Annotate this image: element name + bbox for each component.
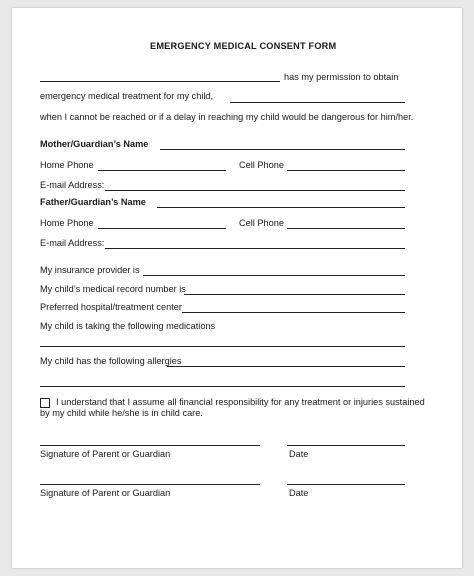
home-phone-field-1[interactable] (98, 170, 226, 171)
permission-text: has my permission to obtain (284, 72, 399, 82)
date-label-1: Date (289, 449, 309, 459)
child-name-field[interactable] (230, 102, 405, 103)
medications-label: My child is taking the following medications (40, 321, 216, 331)
cell-phone-label-1: Cell Phone (239, 160, 284, 170)
email-field-2[interactable] (105, 248, 405, 249)
allergies-field-1[interactable] (167, 366, 405, 367)
form-page (12, 8, 462, 568)
home-phone-field-2[interactable] (98, 228, 226, 229)
medical-record-field[interactable] (184, 294, 405, 295)
home-phone-label-1: Home Phone (40, 160, 94, 170)
mother-name-field[interactable] (160, 149, 405, 150)
medical-record-label: My child’s medical record number is (40, 284, 186, 294)
email-label-1: E-mail Address: (40, 180, 105, 190)
cell-phone-field-2[interactable] (287, 228, 405, 229)
home-phone-label-2: Home Phone (40, 218, 94, 228)
allergies-field-2[interactable] (40, 386, 405, 387)
signature-field-1[interactable] (40, 445, 260, 446)
signature-label-2: Signature of Parent or Guardian (40, 488, 171, 498)
signature-field-2[interactable] (40, 484, 260, 485)
mother-name-label: Mother/Guardian’s Name (40, 139, 149, 149)
treatment-text: emergency medical treatment for my child, (40, 91, 214, 101)
hospital-label: Preferred hospital/treatment center (40, 302, 182, 312)
insurance-label: My insurance provider is (40, 265, 140, 275)
father-name-label: Father/Guardian’s Name (40, 197, 146, 207)
email-label-2: E-mail Address: (40, 238, 105, 248)
delay-text: when I cannot be reached or if a delay in reaching my child would be dangerous for him/her. (40, 112, 414, 122)
consent-text-line1: I understand that I assume all financial responsibility for any treatment or injuries sustained (56, 397, 425, 407)
cell-phone-field-1[interactable] (287, 170, 405, 171)
email-field-1[interactable] (105, 190, 405, 191)
date-field-1[interactable] (287, 445, 405, 446)
signature-label-1: Signature of Parent or Guardian (40, 449, 171, 459)
date-field-2[interactable] (287, 484, 405, 485)
cell-phone-label-2: Cell Phone (239, 218, 284, 228)
date-label-2: Date (289, 488, 309, 498)
insurance-field[interactable] (143, 275, 405, 276)
father-name-field[interactable] (157, 207, 405, 208)
medications-field[interactable] (40, 346, 405, 347)
allergies-label: My child has the following allergies (40, 356, 182, 366)
form-title: EMERGENCY MEDICAL CONSENT FORM (150, 41, 337, 51)
consent-checkbox[interactable] (40, 398, 50, 408)
hospital-field[interactable] (182, 312, 405, 313)
consent-text-line2: by my child while he/she is in child care. (40, 408, 203, 418)
permission-name-field[interactable] (40, 81, 280, 82)
